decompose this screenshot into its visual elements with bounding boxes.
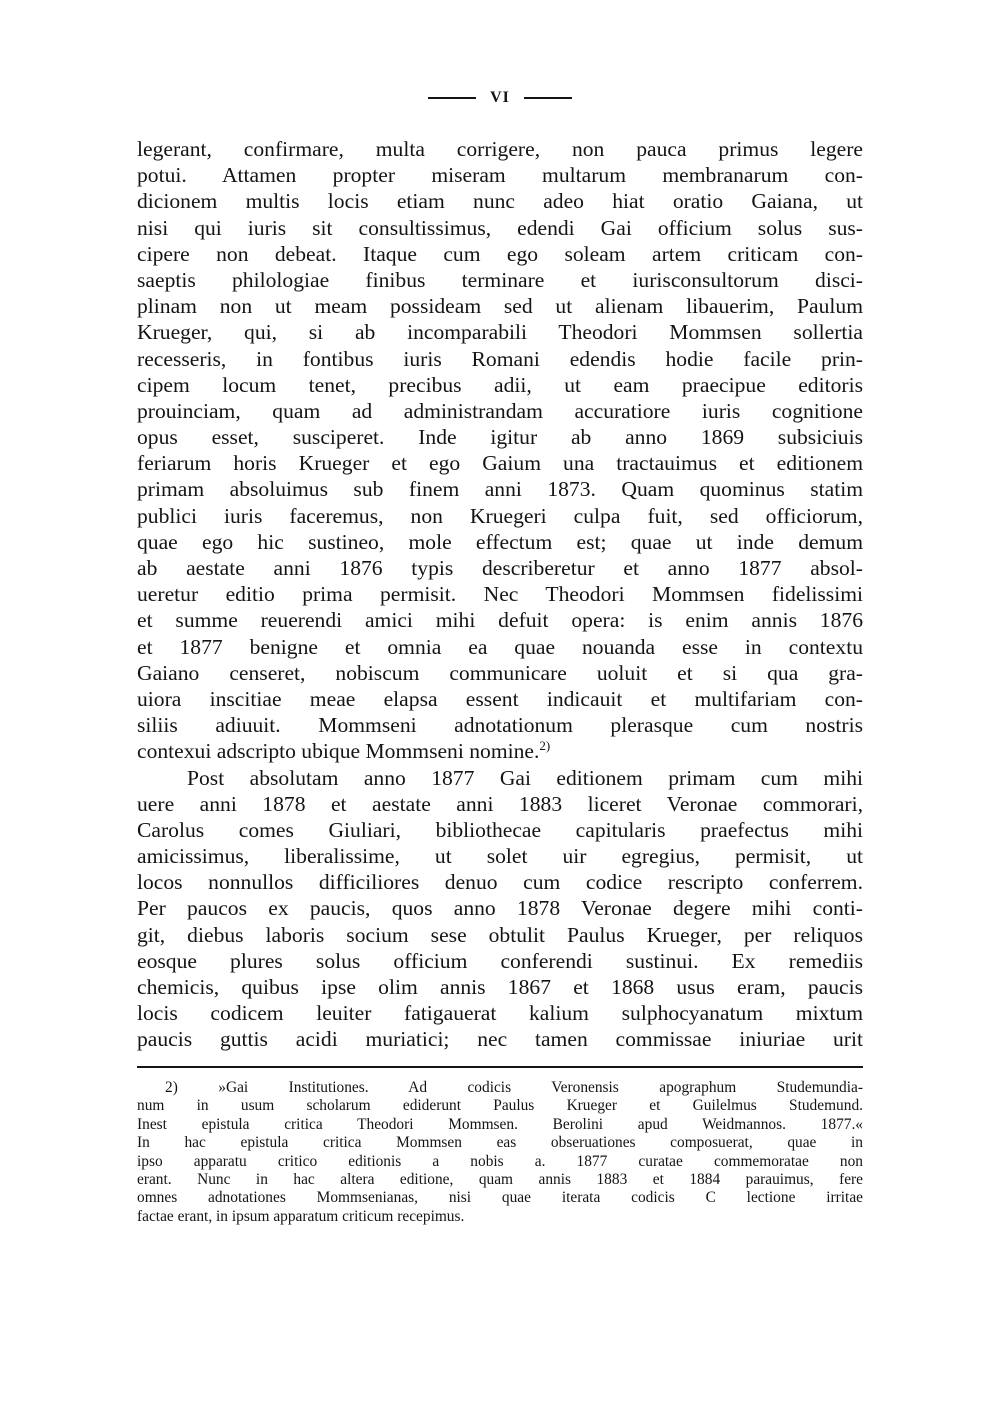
text-line: primam absoluimus sub finem anni 1873. Quam quominus statim — [137, 477, 863, 502]
text-line: amicissimus, liberalissime, ut solet uir egregius, permisit, ut — [137, 844, 863, 869]
footnote-divider — [137, 1066, 863, 1068]
paragraph-end-text: contexui adscripto ubique Mommseni nomine. — [137, 739, 540, 764]
text-line: Post absolutam anno 1877 Gai editionem primam cum mihi — [187, 765, 863, 790]
footnote-line: num in usum scholarum ediderunt Paulus Krueger et Guilelmus Studemund. — [137, 1097, 863, 1115]
text-line: potui. Attamen propter miseram multarum membranarum con- — [137, 163, 863, 188]
text-line: publici iuris faceremus, non Kruegeri culpa fuit, sed officiorum, — [137, 503, 863, 528]
paragraph-end-line — [137, 738, 863, 764]
text-line: quae ego hic sustineo, mole effectum est; quae ut inde demum — [137, 529, 863, 554]
text-line: saeptis philologiae finibus terminare et iurisconsultorum disci- — [137, 267, 863, 292]
text-line: ueretur editio prima permisit. Nec Theodori Mommsen fidelissimi — [137, 582, 863, 607]
text-line: et 1877 benigne et omnia ea quae nouanda esse in contextu — [137, 634, 863, 659]
text-line: Carolus comes Giuliari, bibliothecae capitularis praefectus mihi — [137, 817, 863, 842]
text-line: siliis adiuuit. Mommseni adnotationum plerasque cum nostris — [137, 713, 863, 738]
text-line: git, diebus laboris socium sese obtulit Paulus Krueger, per reliquos — [137, 922, 863, 947]
text-line: locis codicem leuiter fatigauerat kalium sulphocyanatum mixtum — [137, 1001, 863, 1026]
page-header — [0, 86, 1000, 110]
text-line: uiora inscitiae meae elapsa essent indicauit et multifariam con- — [137, 686, 863, 711]
text-line: legerant, confirmare, multa corrigere, non pauca primus legere — [137, 137, 863, 161]
text-line: chemicis, quibus ipse olim annis 1867 et 1868 usus eram, paucis — [137, 975, 863, 999]
footnote-line: ipso apparatu critico editionis a nobis a. 1877 curatae commemoratae non — [137, 1152, 863, 1170]
text-line: locos nonnullos difficiliores denuo cum codice rescripto conferrem. — [137, 870, 863, 895]
text-line: ab aestate anni 1876 typis describeretur et anno 1877 absol- — [137, 556, 863, 580]
footnote-line: omnes adnotationes Mommsenianas, nisi quae iterata codicis C lectione irritae — [137, 1189, 863, 1207]
text-line: prouinciam, quam ad administrandam accuratiore iuris cognitione — [137, 398, 863, 423]
header-rule-left — [428, 97, 476, 99]
footnote-line: factae erant, in ipsum apparatum criticum recepimus. — [137, 1207, 465, 1225]
text-line: recesseris, in fontibus iuris Romani edendis hodie facile prin- — [137, 346, 863, 371]
text-line: et summe reuerendi amici mihi defuit opera: is enim annis 1876 — [137, 608, 863, 633]
text-line: dicionem multis locis etiam nunc adeo hiat oratio Gaiana, ut — [137, 189, 863, 214]
footnote-reference[interactable]: 2) — [539, 738, 551, 754]
footnote-line: In hac epistula critica Mommsen eas obseruationes composuerat, quae in — [137, 1134, 863, 1152]
text-line: cipem locum tenet, precibus adii, ut eam praecipue editoris — [137, 372, 863, 397]
main-text — [137, 136, 863, 1053]
header-rule-right — [524, 97, 572, 99]
footnotes — [137, 1079, 863, 1226]
text-line: plinam non ut meam possideam sed ut alienam libauerim, Paulum — [137, 294, 863, 319]
text-line: paucis guttis acidi muriatici; nec tamen commissae iniuriae urit — [137, 1027, 863, 1052]
text-line: Krueger, qui, si ab incomparabili Theodori Mommsen sollertia — [137, 320, 863, 345]
footnote-line: 2) »Gai Institutiones. Ad codicis Veronensis apographum Studemundia- — [165, 1079, 863, 1096]
footnote-line: Inest epistula critica Theodori Mommsen. Berolini apud Weidmannos. 1877.« — [137, 1115, 863, 1133]
text-line: opus esset, susciperet. Inde igitur ab anno 1869 subsiciuis — [137, 425, 863, 450]
text-line: eosque plures solus officium conferendi sustinui. Ex remediis — [137, 948, 863, 973]
text-line: uere anni 1878 et aestate anni 1883 liceret Veronae commorari, — [137, 791, 863, 816]
text-line: Gaiano censeret, nobiscum communicare uoluit et si qua gra- — [137, 660, 863, 685]
text-line: cipere non debeat. Itaque cum ego soleam artem criticam con- — [137, 241, 863, 266]
text-line: feriarum horis Krueger et ego Gaium una tractauimus et editionem — [137, 451, 863, 476]
page-number: VI — [490, 89, 510, 106]
text-line: Per paucos ex paucis, quos anno 1878 Veronae degere mihi conti- — [137, 896, 863, 921]
footnote-line: erant. Nunc in hac altera editione, quam annis 1883 et 1884 parauimus, fere — [137, 1170, 863, 1188]
text-line: nisi qui iuris sit consultissimus, edendi Gai officium solus sus- — [137, 215, 863, 240]
